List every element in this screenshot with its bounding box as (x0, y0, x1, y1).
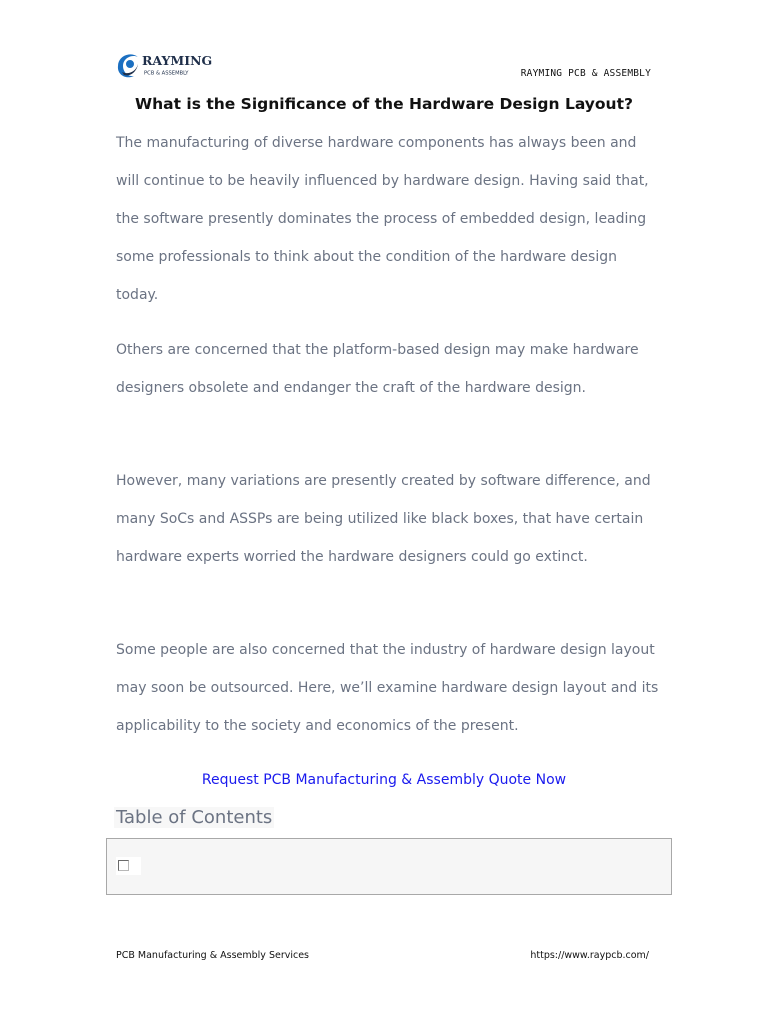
paragraph-software-difference: However, many variations are presently created by software difference, and many SoCs and ASSPs are being utilized like black boxes, that have certain hardware experts worried the hardware designers could go extinct. (116, 473, 651, 565)
svg-text:RAYMING: RAYMING (142, 53, 213, 68)
page-title: What is the Significance of the Hardware Design Layout? (134, 95, 633, 113)
checkbox-icon (118, 860, 129, 871)
toc-heading: Table of Contents (116, 807, 273, 828)
paragraph-intro: The manufacturing of diverse hardware components has always been and will continue to be heavily influenced by hardware design. Having said that, the software presently dominates the process of embedded design, leading some professionals to think about the condition of the hardware design today. (116, 135, 649, 303)
svg-text:PCB & ASSEMBLY: PCB & ASSEMBLY (144, 70, 189, 77)
footer-services: PCB Manufacturing & Assembly Services (116, 950, 310, 961)
toc-toggle-checkbox[interactable] (116, 857, 141, 875)
toc-container (106, 838, 672, 895)
request-quote-link[interactable]: Request PCB Manufacturing & Assembly Quote Now (201, 772, 567, 788)
paragraph-platform-concern: Others are concerned that the platform-based design may make hardware designers obsolete and endanger the craft of the hardware design. (116, 342, 639, 396)
paragraph-outsourcing: Some people are also concerned that the industry of hardware design layout may soon be outsourced. Here, we’ll examine hardware design layout and its applicability to the society and economics of the present. (116, 642, 659, 734)
header-company-name: RAYMING PCB & ASSEMBLY (520, 68, 651, 79)
rayming-logo-icon (114, 50, 214, 80)
rayming-logo (114, 50, 214, 80)
footer-url: https://www.raypcb.com/ (530, 950, 649, 961)
